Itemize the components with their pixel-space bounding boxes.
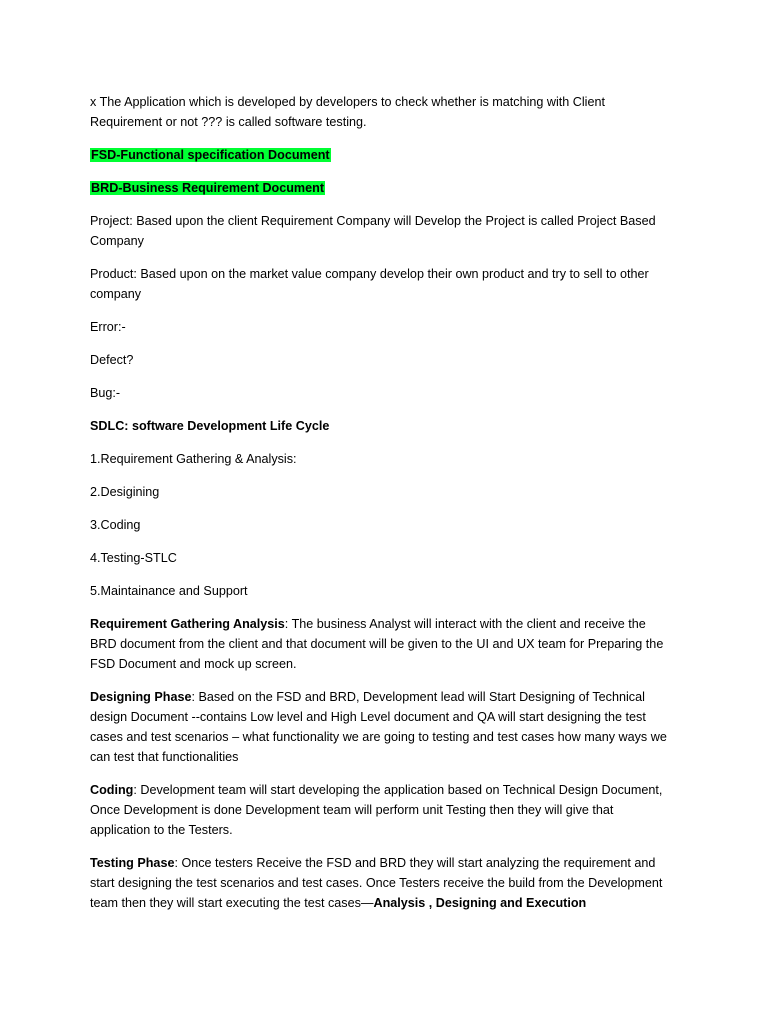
sdlc-step: 4.Testing-STLC bbox=[90, 551, 177, 565]
requirement-title: Requirement Gathering Analysis bbox=[90, 617, 285, 631]
requirement-section bbox=[90, 614, 672, 674]
designing-title: Designing Phase bbox=[90, 690, 192, 704]
coding-text: : Development team will start developing the application based on Technical Design Document, Once Development is done Development team will perform unit Testing then they will give that application to the Testers. bbox=[90, 783, 663, 837]
requirement-text: : The business Analyst will interact with the client and receive the BRD document from the client and that document will be given to the UI and UX team for Preparing the FSD Document and mock up screen. bbox=[90, 617, 664, 671]
bug-line: Bug:- bbox=[90, 386, 121, 400]
sdlc-step: 3.Coding bbox=[90, 518, 141, 532]
intro-paragraph: x The Application which is developed by developers to check whether is matching with Client Requirement or not ??? is called software testing. bbox=[90, 95, 605, 129]
defect-line: Defect? bbox=[90, 353, 134, 367]
sdlc-step: 5.Maintainance and Support bbox=[90, 584, 248, 598]
designing-section bbox=[90, 687, 672, 767]
brd-line bbox=[90, 178, 672, 198]
brd-highlight: BRD-Business Requirement Document bbox=[91, 181, 325, 195]
sdlc-heading: SDLC: software Development Life Cycle bbox=[90, 419, 330, 433]
testing-text: : Once testers Receive the FSD and BRD they will start analyzing the requirement and start designing the test scenarios and test cases. Once Testers receive the build from the Development team then they will start executing the test cases— bbox=[90, 856, 663, 910]
testing-tail: Analysis , Designing and Execution bbox=[373, 896, 587, 910]
testing-title: Testing Phase bbox=[90, 856, 175, 870]
designing-text: : Based on the FSD and BRD, Development lead will Start Designing of Technical design Document --contains Low level and High Level document and QA will start designing the test cases and test scenarios – what functionality we are going to testing and test cases how many ways we can test that functionalities bbox=[90, 690, 667, 764]
fsd-line bbox=[90, 145, 672, 165]
project-paragraph: Project: Based upon the client Requirement Company will Develop the Project is called Project Based Company bbox=[90, 214, 656, 248]
coding-title: Coding bbox=[90, 783, 134, 797]
coding-section bbox=[90, 780, 672, 840]
sdlc-step: 2.Desigining bbox=[90, 485, 160, 499]
fsd-highlight: FSD-Functional specification Document bbox=[91, 148, 330, 162]
error-line: Error:- bbox=[90, 320, 126, 334]
testing-section bbox=[90, 853, 672, 913]
sdlc-step: 1.Requirement Gathering & Analysis: bbox=[90, 452, 297, 466]
product-paragraph: Product: Based upon on the market value company develop their own product and try to sell to other company bbox=[90, 267, 649, 301]
